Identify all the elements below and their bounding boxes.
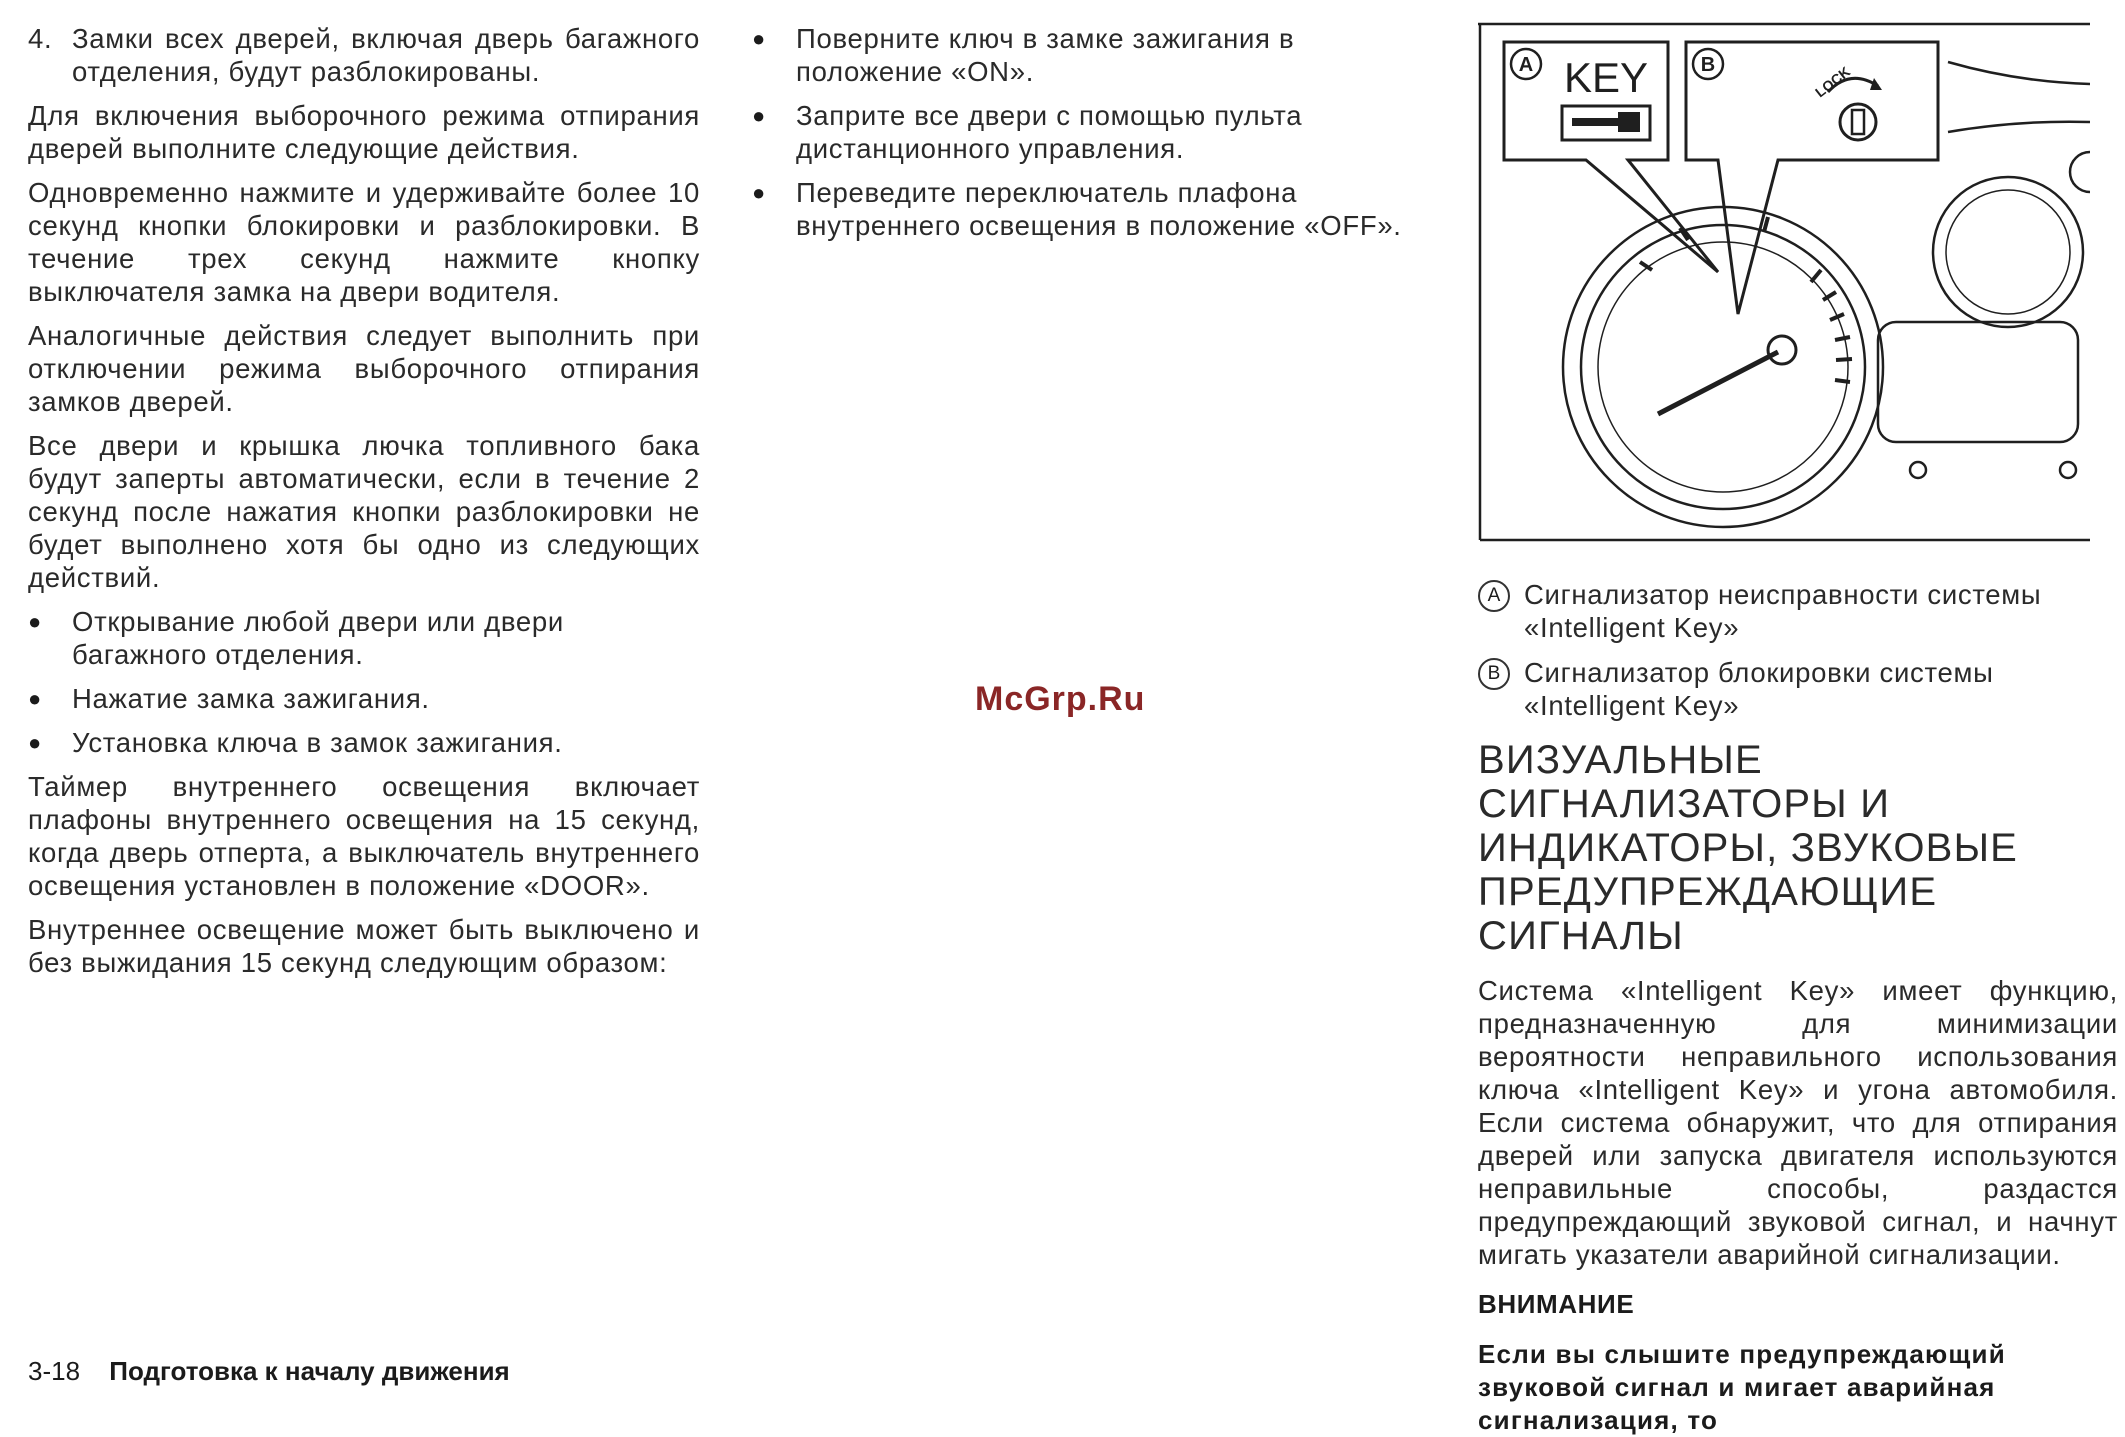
bullet-icon: ● bbox=[28, 686, 42, 711]
key-warning-icon bbox=[1562, 106, 1650, 140]
info-display bbox=[1878, 322, 2078, 442]
bullet-item bbox=[28, 726, 700, 759]
instrument-cluster-figure bbox=[1478, 22, 2090, 542]
bullet-icon: ● bbox=[28, 730, 42, 755]
caption-b-marker: B bbox=[1478, 658, 1510, 690]
page-number: 3-18 bbox=[28, 1356, 81, 1386]
knob-left bbox=[1910, 462, 1926, 478]
small-gauge bbox=[2070, 152, 2090, 192]
bullet-item bbox=[752, 176, 1428, 242]
bullet-item bbox=[752, 22, 1428, 88]
bullet-text: Установка ключа в замок зажигания. bbox=[72, 727, 563, 758]
left-column bbox=[28, 22, 700, 990]
bullet-text: Нажатие замка зажигания. bbox=[72, 683, 430, 714]
paragraph: Аналогичные действия следует выполнить при отключении режима выборочного отпирания замков дверей. bbox=[28, 320, 700, 417]
bullet-icon: ● bbox=[752, 103, 766, 128]
page-footer bbox=[28, 1356, 510, 1387]
caption-b-text: Сигнализатор блокировки системы «Intelligent Key» bbox=[1524, 657, 1994, 721]
bullet-icon: ● bbox=[28, 609, 42, 634]
bullet-text: Открывание любой двери или двери багажного отделения. bbox=[72, 606, 564, 670]
bullet-item bbox=[28, 682, 700, 715]
watermark: McGrp.Ru bbox=[975, 680, 1146, 718]
item-text: Замки всех дверей, включая дверь багажного отделения, будут разблокированы. bbox=[72, 23, 700, 87]
label-a: A bbox=[1518, 54, 1534, 76]
dashboard-edge bbox=[1948, 62, 2090, 84]
warning-title: ВНИМАНИЕ bbox=[1478, 1289, 1635, 1319]
bullet-text: Заприте все двери с помощью пульта дистанционного управления. bbox=[796, 100, 1303, 164]
numbered-item-4 bbox=[28, 22, 700, 88]
callout-box-b bbox=[1686, 42, 1938, 314]
tachometer-ring bbox=[1933, 177, 2083, 327]
footer-title: Подготовка к началу движения bbox=[109, 1356, 510, 1386]
gauge-outer-ring bbox=[1563, 207, 1883, 527]
bullet-icon: ● bbox=[752, 26, 766, 51]
middle-column bbox=[752, 22, 1428, 253]
caption-a-text: Сигнализатор неисправности системы «Intelligent Key» bbox=[1524, 579, 2042, 643]
bullet-item bbox=[28, 605, 700, 671]
right-column bbox=[1478, 578, 2118, 1437]
warning-text: Если вы слышите предупреждающий звуковой сигнал и мигает аварийная сигнализация, то bbox=[1478, 1339, 2006, 1435]
paragraph: Одновременно нажмите и удерживайте более 10 секунд кнопки блокировки и разблокировки. В течение трех секунд нажмите кнопку выключателя замка на двери водителя. bbox=[28, 177, 700, 307]
gauge-ticks bbox=[1640, 217, 1852, 382]
paragraph: Для включения выборочного режима отпирания дверей выполните следующие действия. bbox=[28, 100, 700, 164]
needle-hub bbox=[1768, 336, 1796, 364]
paragraph: Все двери и крышка лючка топливного бака будут заперты автоматически, если в течение 2 секунд после нажатия кнопки разблокировки не будет выполнено хотя бы одно из следующих действий. bbox=[28, 430, 700, 593]
bullet-item bbox=[752, 99, 1428, 165]
item-number: 4. bbox=[28, 23, 53, 54]
dashboard-edge bbox=[1948, 122, 2090, 132]
section-heading: ВИЗУАЛЬНЫЕ СИГНАЛИЗАТОРЫ И ИНДИКАТОРЫ, ЗВУКОВЫЕ ПРЕДУПРЕЖДАЮЩИЕ СИГНАЛЫ bbox=[1478, 738, 2019, 958]
label-b: B bbox=[1700, 54, 1716, 76]
section-body: Система «Intelligent Key» имеет функцию, предназначенную для минимизации вероятности неправильного использования ключа «Intelligent Key» и угона автомобиля. Если система обнаружит, что для отпирания дверей или запуска двигателя используются неправильные способы, раздастся предупреждающий звуковой сигнал, и начнут мигать указатели аварийной сигнализации. bbox=[1478, 975, 2118, 1270]
paragraph: Внутреннее освещение может быть выключено и без выжидания 15 секунд следующим образом: bbox=[28, 914, 700, 978]
lock-label: LOCK bbox=[1811, 63, 1854, 101]
gauge-inner-ring bbox=[1581, 225, 1865, 509]
bullet-text: Переведите переключатель плафона внутреннего освещения в положение «OFF». bbox=[796, 177, 1402, 241]
gauge-needle bbox=[1658, 352, 1778, 414]
tachometer-dial bbox=[1946, 190, 2070, 314]
bullet-text: Поверните ключ в замке зажигания в положение «ON». bbox=[796, 23, 1295, 87]
knob-right bbox=[2060, 462, 2076, 478]
bullet-icon: ● bbox=[752, 180, 766, 205]
paragraph: Таймер внутреннего освещения включает плафоны внутреннего освещения на 15 секунд, когда дверь отперта, а выключатель внутреннего освещения установлен в положение «DOOR». bbox=[28, 771, 700, 901]
caption-a bbox=[1478, 578, 2118, 644]
caption-b bbox=[1478, 656, 2118, 722]
key-label: KEY bbox=[1564, 54, 1649, 101]
caption-a-marker: A bbox=[1478, 580, 1510, 612]
